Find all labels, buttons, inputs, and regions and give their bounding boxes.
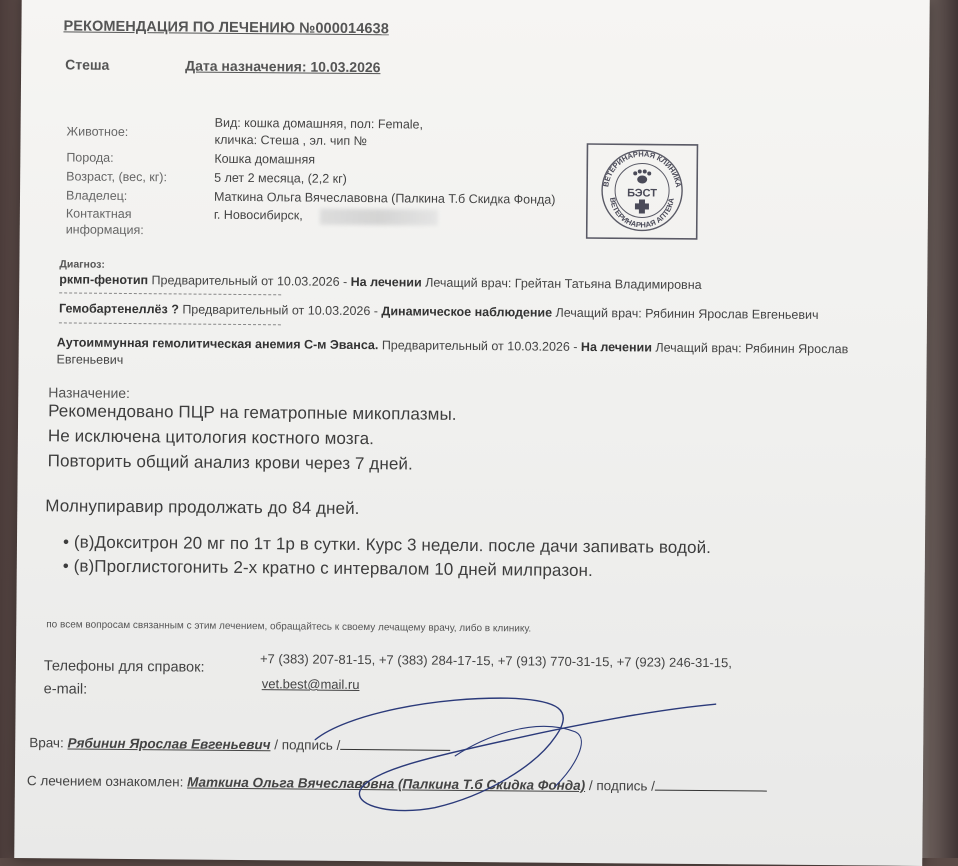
redacted-address <box>320 209 438 226</box>
diagnosis-1-doctor: Лечащий врач: Грейтан Татьяна Владимировна <box>421 275 702 292</box>
divider <box>59 292 281 295</box>
acknowledgement-label: С лечением ознакомлен: <box>26 773 188 790</box>
prescription-item-1-text: (в)Докситрон 20 мг по 1т 1р в сутки. Курс 3 недели. после дачи запивать водой. <box>73 532 712 558</box>
bullet-icon: • <box>62 556 74 576</box>
doctor-label: Врач: <box>29 735 68 751</box>
assignment-label: Назначение: <box>48 384 131 402</box>
diagnosis-3-date: Предварительный от 10.03.2026 - <box>378 338 582 354</box>
contact-label-1: Контактная <box>65 206 132 222</box>
recommendation-sheet <box>14 0 930 866</box>
acknowledgement-line <box>27 773 767 794</box>
prescription-item-2 <box>63 556 593 581</box>
phones-value: +7 (383) 207-81-15, +7 (383) 284-17-15, +7 (913) 770-31-15, +7 (923) 246-31-15, <box>259 651 732 671</box>
doctor-sign-label: / подпись / <box>270 737 341 753</box>
animal-line-2: кличка: Стеша , эл. чип № <box>214 132 368 149</box>
diagnosis-2-doctor: Лечащий врач: Рябинин Ярослав Евгеньевич <box>552 305 819 323</box>
diagnosis-2-name: Гемобартенеллёз ? <box>58 301 179 317</box>
assignment-line-3: Повторить общий анализ крови через 7 дней. <box>47 451 413 474</box>
diagnosis-label: Диагноз: <box>59 258 105 271</box>
prescription-item-2-text: (в)Проглистогонить 2-х кратно с интервалом 10 дней милпразон. <box>73 556 593 581</box>
age-value: 5 лет 2 месяца, (2,2 кг) <box>214 170 347 186</box>
stamp-bottom-text: ВЕТЕРИНАРНАЯ АПТЕКА <box>608 196 676 230</box>
diagnosis-2-status: Динамическое наблюдение <box>381 304 553 320</box>
doctor-signature-line <box>29 735 450 754</box>
acknowledgement-name: Маткина Ольга Вячеславовна (Палкина Т.б Скидка Фонда) <box>187 774 586 794</box>
diagnosis-2 <box>59 301 819 322</box>
doctor-sign-field <box>340 749 450 751</box>
bullet-icon: • <box>62 532 74 552</box>
owner-value: Маткина Ольга Вячеславовна (Палкина Т.б Скидка Фонда) <box>213 189 556 207</box>
contact-label-2: информация: <box>65 222 144 238</box>
assignment-line-2: Не исключена цитология костного мозга. <box>47 426 375 449</box>
assignment-date: Дата назначения: 10.03.2026 <box>185 57 381 76</box>
document-title: РЕКОМЕНДАЦИЯ ПО ЛЕЧЕНИЮ №000014638 <box>63 18 389 38</box>
prescription-item-1 <box>63 532 711 558</box>
diagnosis-2-date: Предварительный от 10.03.2026 - <box>178 302 382 319</box>
doctor-name: Рябинин Ярослав Евгеньевич <box>67 735 271 753</box>
acknowledgement-sign-field <box>655 790 767 792</box>
owner-label: Владелец: <box>65 188 128 203</box>
diagnosis-1 <box>59 272 701 292</box>
divider <box>59 322 281 325</box>
diagnosis-3-doctor-cont: Евгеньевич <box>56 352 124 367</box>
diagnosis-1-name: ркмп-фенотип <box>59 272 149 288</box>
animal-label: Животное: <box>66 124 129 139</box>
contact-value: г. Новосибирск, <box>213 207 303 223</box>
diagnosis-3-doctor: Лечащий врач: Рябинин Ярослав <box>651 340 849 357</box>
stamp-center-text: БЭСТ <box>627 187 658 200</box>
clinic-stamp <box>586 143 699 240</box>
phones-label: Телефоны для справок: <box>43 658 205 676</box>
paw-icon <box>633 169 651 183</box>
diagnosis-1-date: Предварительный от 10.03.2026 - <box>148 273 351 289</box>
email-link[interactable]: vet.best@mail.ru <box>261 676 360 693</box>
contact-note: по всем вопросам связанным с этим лечением, обращайтесь к своему лечащему врачу, либо в клинику. <box>46 619 532 635</box>
diagnosis-1-status: На лечении <box>350 274 422 290</box>
diagnosis-3-status: На лечении <box>580 339 653 355</box>
animal-line-1: Вид: кошка домашняя, пол: Female, <box>214 115 424 132</box>
acknowledgement-sign-label: / подпись / <box>585 778 656 794</box>
age-label: Возраст, (вес, кг): <box>66 169 168 185</box>
diagnosis-3-name: Аутоиммунная гемолитическая анемия С-м Эванса. <box>56 335 379 353</box>
cross-icon <box>635 199 649 213</box>
stamp-top-text: ВЕТЕРИНАРНАЯ КЛИНИКА <box>601 149 684 189</box>
email-label: e-mail: <box>43 681 88 698</box>
breed-value: Кошка домашняя <box>214 151 316 167</box>
breed-label: Порода: <box>66 150 114 165</box>
clinic-stamp-graphic <box>586 143 699 240</box>
diagnosis-3 <box>57 335 849 356</box>
assignment-line-4: Молнупиравир продолжать до 84 дней. <box>45 496 360 519</box>
pet-name-header: Стеша <box>65 56 110 73</box>
assignment-line-1: Рекомендовано ПЦР на гематропные микоплазмы. <box>48 401 457 424</box>
